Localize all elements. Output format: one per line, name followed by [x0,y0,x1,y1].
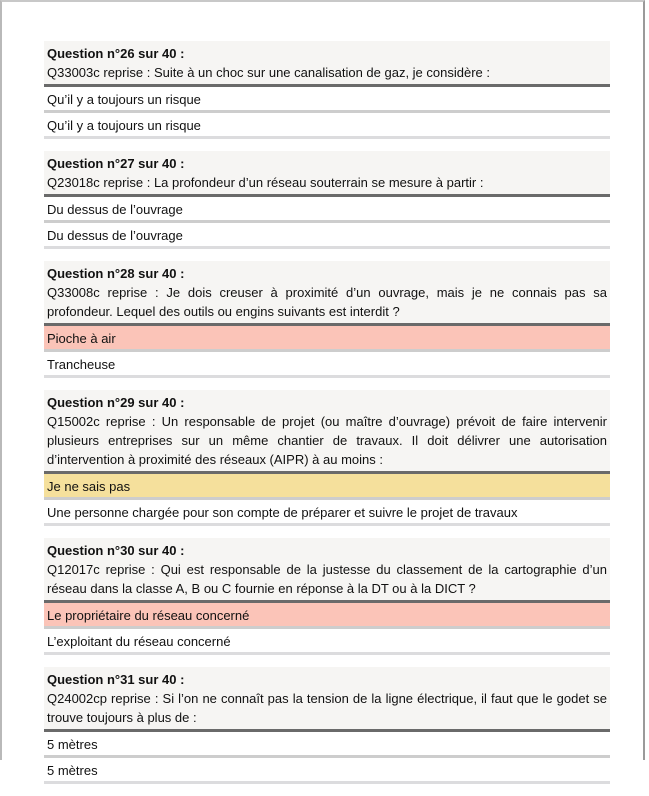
correct-answer: 5 mètres [44,758,610,784]
question-text: Q33003c reprise : Suite à un choc sur une canalisation de gaz, je considère : [47,65,490,80]
question-title: Question n°31 sur 40 : [47,672,185,687]
question-text: Q33008c reprise : Je dois creuser à proximité d’un ouvrage, mais je ne connais pas sa profondeur. Lequel des outils ou engins suivants est interdit ? [47,285,607,319]
given-answer: Du dessus de l’ouvrage [44,197,610,223]
question-header [44,390,610,474]
correct-answer: Une personne chargée pour son compte de préparer et suivre le projet de travaux [44,500,610,526]
question-title: Question n°27 sur 40 : [47,156,185,171]
question-block-31 [44,667,610,784]
question-text: Q15002c reprise : Un responsable de projet (ou maître d’ouvrage) prévoit de faire intervenir plusieurs entreprises sur un même chantier de travaux. Il doit délivrer une autorisation d’intervention à proximité des réseaux (AIPR) à au moins : [47,414,607,467]
question-title: Question n°29 sur 40 : [47,395,185,410]
correct-answer: Trancheuse [44,352,610,378]
question-title: Question n°30 sur 40 : [47,543,185,558]
question-header [44,151,610,197]
question-title: Question n°28 sur 40 : [47,266,185,281]
question-header [44,667,610,732]
question-text: Q24002cp reprise : Si l’on ne connaît pas la tension de la ligne électrique, il faut que le godet se trouve toujours à plus de : [47,691,607,725]
quiz-results [44,41,610,796]
question-text: Q12017c reprise : Qui est responsable de la justesse du classement de la cartographie d’un réseau dans la classe A, B ou C fournie en réponse à la DT ou à la DICT ? [47,562,607,596]
question-header [44,261,610,326]
question-header [44,41,610,87]
question-title: Question n°26 sur 40 : [47,46,185,61]
question-block-27 [44,151,610,249]
question-block-30 [44,538,610,655]
correct-answer: Du dessus de l’ouvrage [44,223,610,249]
given-answer: Qu’il y a toujours un risque [44,87,610,113]
question-block-28 [44,261,610,378]
correct-answer: L’exploitant du réseau concerné [44,629,610,655]
question-block-26 [44,41,610,139]
given-answer-unknown: Je ne sais pas [44,474,610,500]
given-answer-wrong: Le propriétaire du réseau concerné [44,603,610,629]
correct-answer: Qu’il y a toujours un risque [44,113,610,139]
question-header [44,538,610,603]
given-answer: 5 mètres [44,732,610,758]
given-answer-wrong: Pioche à air [44,326,610,352]
question-text: Q23018c reprise : La profondeur d’un réseau souterrain se mesure à partir : [47,175,484,190]
question-block-29 [44,390,610,526]
